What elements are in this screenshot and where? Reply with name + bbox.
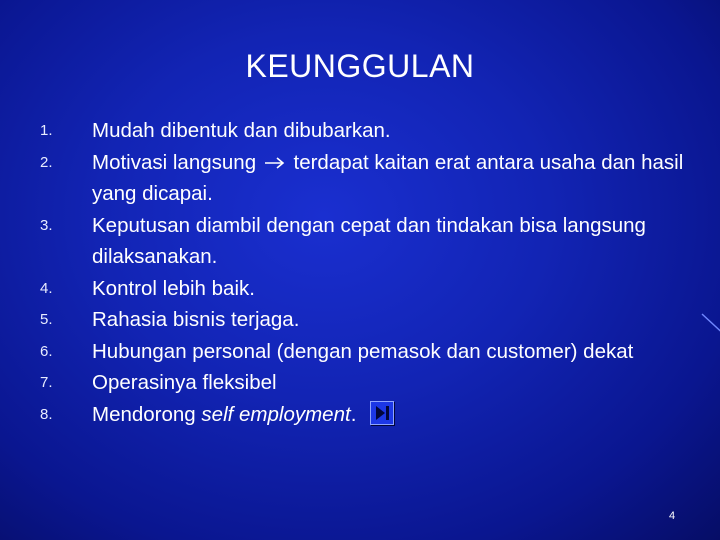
slide-title: KEUNGGULAN [245, 48, 475, 84]
item-text [92, 147, 690, 210]
list-item [40, 115, 690, 147]
item-text-prefix: Mendorong [92, 402, 202, 426]
list-item [40, 367, 690, 399]
list-item [40, 399, 690, 431]
item-text: Keputusan diambil dengan cepat dan tindakan bisa langsung dilaksanakan. [92, 213, 646, 268]
list-item [40, 147, 690, 210]
item-text: Kontrol lebih baik. [92, 276, 255, 300]
item-text-after-arrow: terdapat kaitan erat antara usaha dan hasil yang dicapai. [92, 150, 684, 205]
item-text-emphasis: self employment [201, 402, 351, 426]
advantages-list [40, 115, 690, 430]
item-text: Mudah dibentuk dan dibubarkan. [92, 119, 391, 142]
item-number: 2. [40, 153, 53, 171]
item-text: Hubungan personal (dengan pemasok dan customer) dekat [92, 339, 634, 363]
play-end-icon[interactable] [370, 401, 394, 425]
item-number: 5. [40, 311, 53, 328]
item-number: 4. [40, 279, 53, 297]
item-number: 6. [40, 342, 53, 360]
item-text: Operasinya fleksibel [92, 371, 277, 394]
page-number: 4 [669, 510, 676, 522]
item-text [92, 399, 690, 431]
item-text-suffix: . [350, 402, 357, 426]
list-item [40, 336, 690, 368]
list-item [40, 210, 690, 273]
item-number: 7. [40, 374, 53, 391]
right-arrow-icon [264, 156, 286, 170]
item-text: Rahasia bisnis terjaga. [92, 308, 300, 331]
item-number: 8. [40, 405, 53, 423]
list-item [40, 304, 690, 336]
list-item [40, 273, 690, 305]
item-text-before-arrow: Motivasi langsung [92, 150, 257, 174]
item-number: 1. [40, 122, 53, 139]
item-number: 3. [40, 216, 53, 234]
decorative-line [700, 312, 720, 342]
